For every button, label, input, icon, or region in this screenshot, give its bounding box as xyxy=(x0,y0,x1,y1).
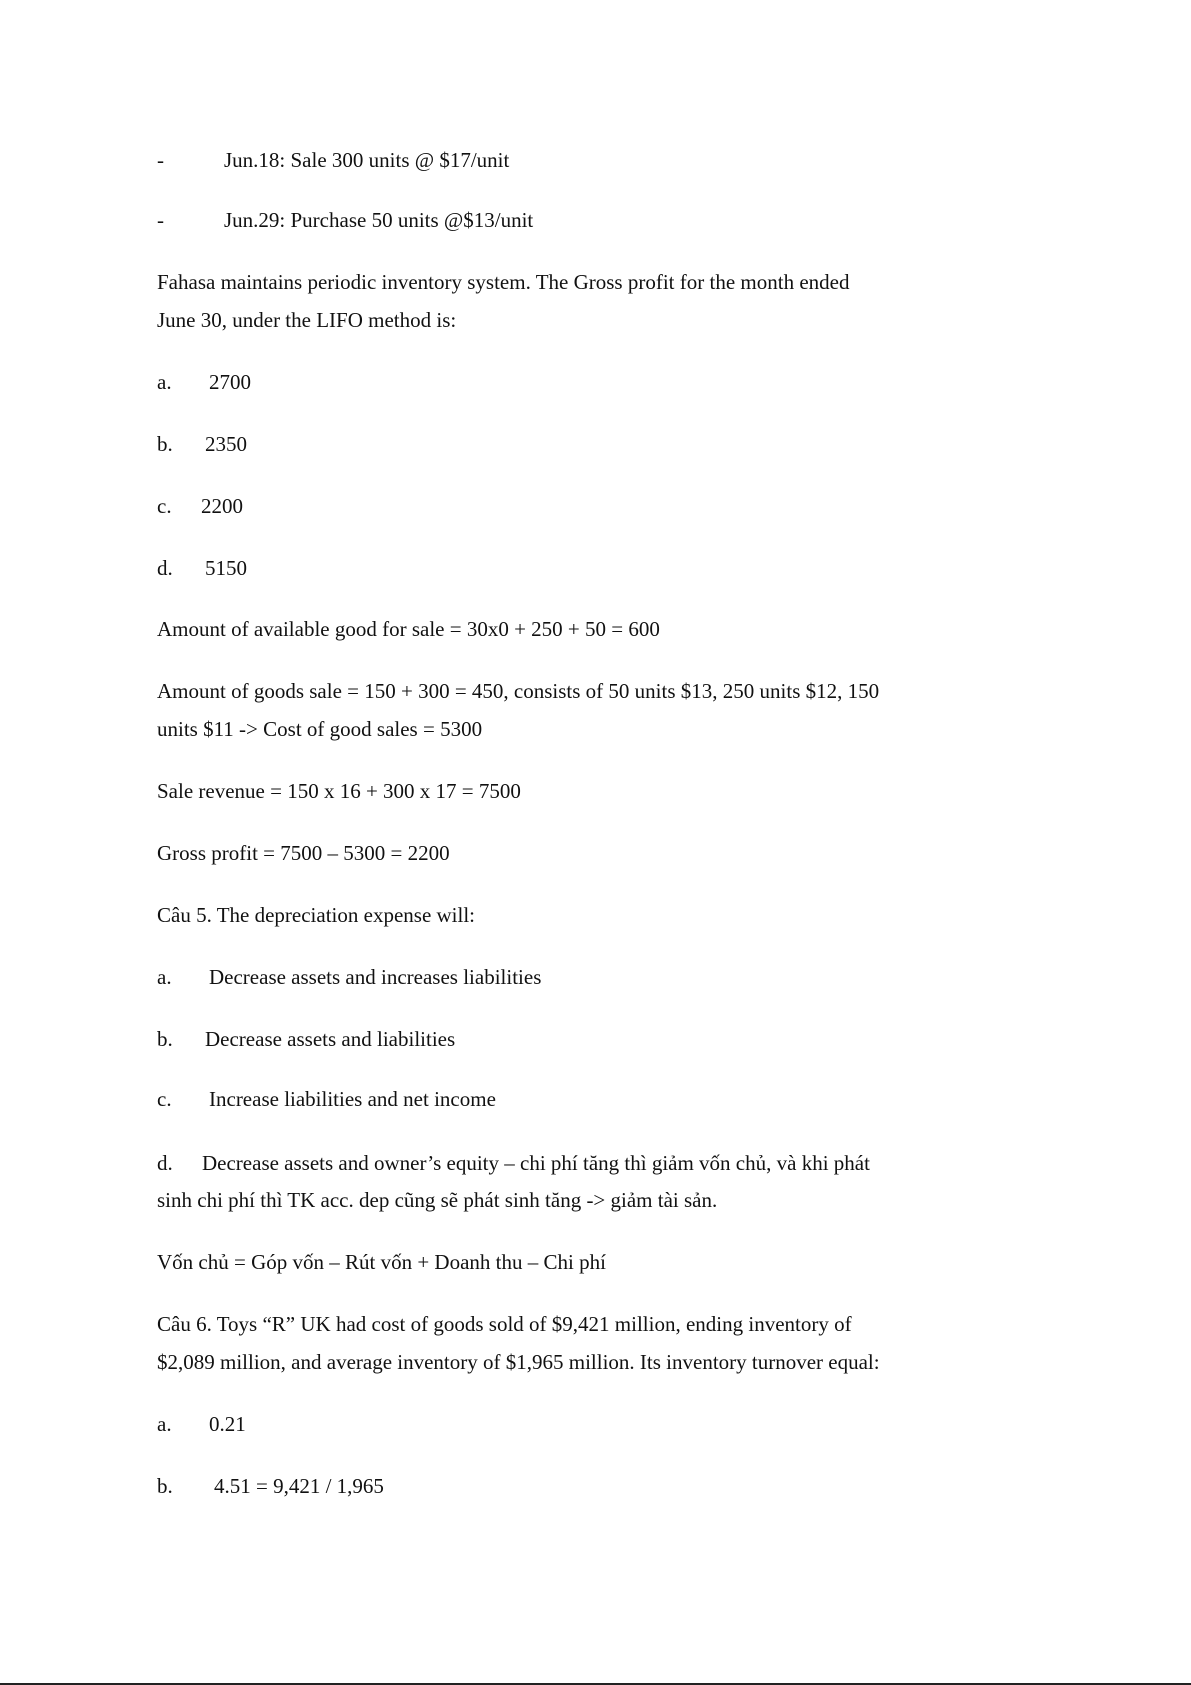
bullet-text-jun29: Jun.29: Purchase 50 units @$13/unit xyxy=(224,208,534,232)
q4-option-b-text: 2350 xyxy=(205,432,247,456)
q5-option-b-text: Decrease assets and liabilities xyxy=(205,1027,456,1051)
q4-solution-goods-sale-line2: units $11 -> Cost of good sales = 5300 xyxy=(157,717,483,741)
q6-option-b-text: 4.51 = 9,421 / 1,965 xyxy=(214,1474,384,1498)
q5-option-c-text: Increase liabilities and net income xyxy=(209,1087,496,1111)
q5-option-d-text: Decrease assets and owner’s equity – chi phí tăng thì giảm vốn chủ, và khi phát xyxy=(202,1151,870,1175)
q5-option-d-continuation: sinh chi phí thì TK acc. dep cũng sẽ phát sinh tăng -> giảm tài sản. xyxy=(157,1188,718,1212)
q6-option-b-label: b. xyxy=(157,1474,173,1498)
q5-option-a-label: a. xyxy=(157,965,172,989)
q4-solution-available: Amount of available good for sale = 30x0 + 250 + 50 = 600 xyxy=(157,617,660,641)
q4-option-c-text: 2200 xyxy=(201,494,243,518)
q4-option-d-text: 5150 xyxy=(205,556,247,580)
q6-stem-line2: $2,089 million, and average inventory of $1,965 million. Its inventory turnover equal: xyxy=(157,1350,880,1374)
q6-stem-line1: Câu 6. Toys “R” UK had cost of goods sold of $9,421 million, ending inventory of xyxy=(157,1312,852,1336)
q5-option-d-label: d. xyxy=(157,1151,173,1175)
q4-solution-goods-sale-line1: Amount of goods sale = 150 + 300 = 450, consists of 50 units $13, 250 units $12, 150 xyxy=(157,679,880,703)
q4-option-b-label: b. xyxy=(157,432,173,456)
q4-stem-line2: June 30, under the LIFO method is: xyxy=(157,308,457,332)
q5-option-c-label: c. xyxy=(157,1087,172,1111)
q5-stem: Câu 5. The depreciation expense will: xyxy=(157,903,476,927)
q4-option-d-label: d. xyxy=(157,556,173,580)
q4-option-a-text: 2700 xyxy=(209,370,251,394)
q6-option-a-label: a. xyxy=(157,1412,172,1436)
q5-option-a-text: Decrease assets and increases liabilities xyxy=(209,965,542,989)
bullet-marker: - xyxy=(157,148,164,172)
q4-solution-gross-profit: Gross profit = 7500 – 5300 = 2200 xyxy=(157,841,450,865)
bullet-marker: - xyxy=(157,208,164,232)
q4-option-c-label: c. xyxy=(157,494,172,518)
q5-note: Vốn chủ = Góp vốn – Rút vốn + Doanh thu – Chi phí xyxy=(157,1250,606,1274)
q4-option-a-label: a. xyxy=(157,370,172,394)
bullet-text-jun18: Jun.18: Sale 300 units @ $17/unit xyxy=(224,148,510,172)
q6-option-a-text: 0.21 xyxy=(209,1412,246,1436)
q4-stem-line1: Fahasa maintains periodic inventory system. The Gross profit for the month ended xyxy=(157,270,850,294)
q4-solution-revenue: Sale revenue = 150 x 16 + 300 x 17 = 7500 xyxy=(157,779,521,803)
q5-option-b-label: b. xyxy=(157,1027,173,1051)
